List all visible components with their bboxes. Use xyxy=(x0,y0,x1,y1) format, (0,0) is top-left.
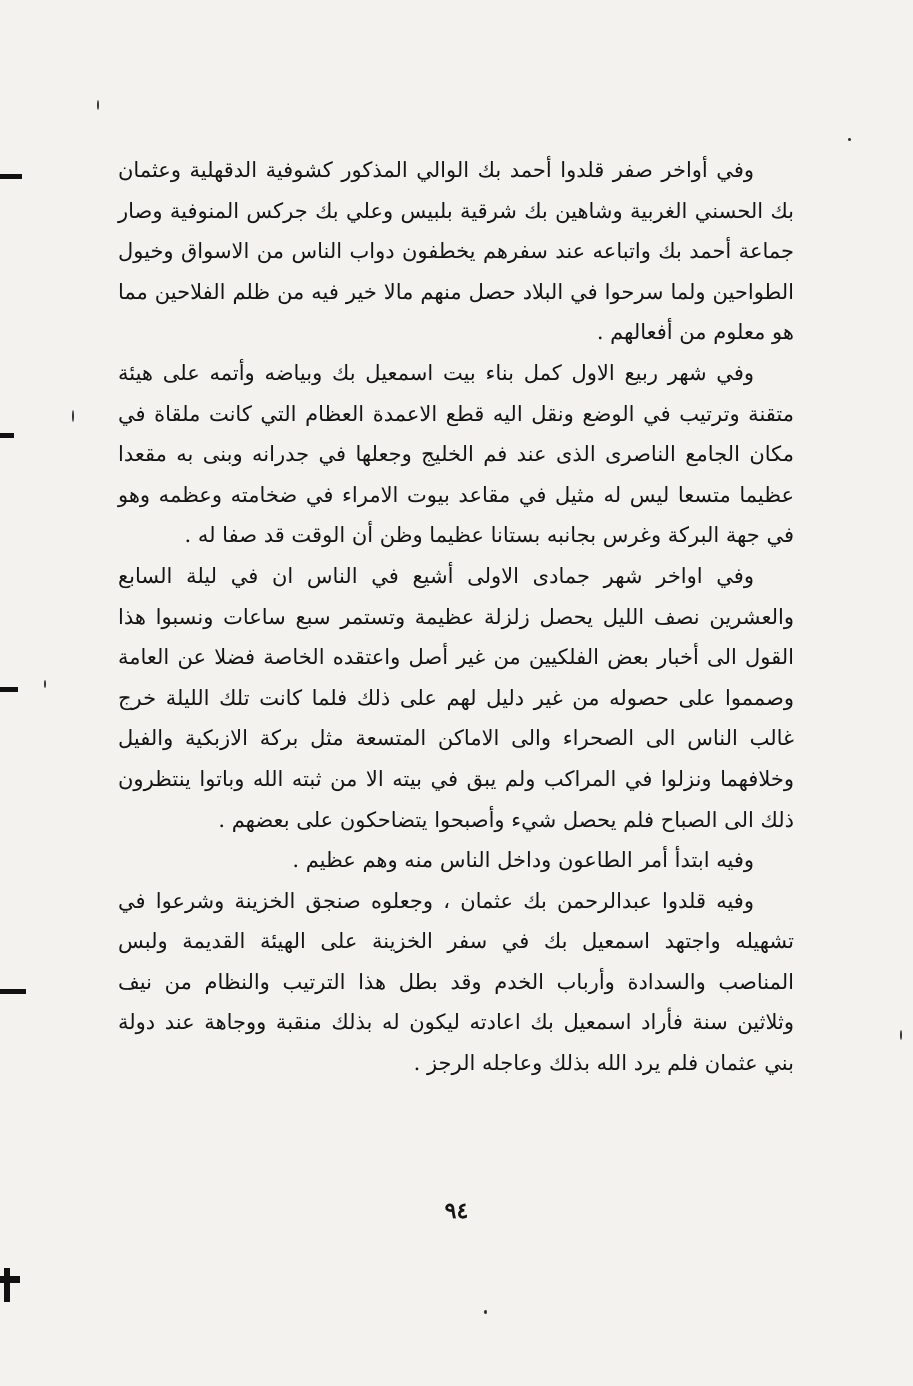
paragraph-3: وفي اواخر شهر جمادى الاولى أشيع في الناس ان في ليلة السابع والعشرين نصف الليل يحصل زلزلة عظيمة وتستمر سبع ساعات ونسبوا هذا القول الى أخبار بعض الفلكيين من غير أصل واعتقده الخاصة فضلا عن العامة وصمموا على حصوله من غير دليل لهم على ذلك فلما كانت تلك الليلة خرج غالب الناس الى الصحراء والى الاماكن المتسعة مثل بركة الازبكية والفيل وخلافهما ونزلوا في المراكب ولم يبق في بيته الا من ثبته الله وباتوا ينتظرون ذلك الى الصباح فلم يحصل شيء وأصبحوا يتضاحكون على بعضهم . xyxy=(118,563,794,832)
page-number: ٩٤ xyxy=(444,1198,469,1224)
scan-margin-mark xyxy=(0,1276,20,1283)
scan-speck xyxy=(484,1310,487,1314)
scan-speck xyxy=(97,100,99,110)
scan-margin-mark xyxy=(0,687,18,692)
scan-margin-mark xyxy=(0,989,26,994)
scan-speck xyxy=(72,410,74,422)
paragraph-2: وفي شهر ربيع الاول كمل بناء بيت اسمعيل بك وبياضه وأتمه على هيئة متقنة وترتيب في الوضع ونقل اليه قطع الاعمدة العظام التي كانت ملقاة في مكان الجامع الناصرى الذى عند فم الخليج وجعلها في جدرانه وبنى به مقعدا عظيما متسعا ليس له مثيل في مقاعد بيوت الامراء في ضخامته وعظمه وهو في جهة البركة وغرس بجانبه بستانا عظيما وظن أن الوقت قد صفا له . xyxy=(118,360,794,548)
scan-margin-mark xyxy=(4,1268,10,1302)
paragraph-4: وفيه ابتدأ أمر الطاعون وداخل الناس منه وهم عظيم . xyxy=(292,848,754,873)
scan-speck xyxy=(848,138,851,141)
scan-margin-mark xyxy=(0,174,22,179)
paragraph-1: وفي أواخر صفر قلدوا أحمد بك الوالي المذكور كشوفية الدقهلية وعثمان بك الحسني الغربية وشاهين بك شرقية بلبيس وعلي بك جركس المنوفية وصار جماعة أحمد بك واتباعه عند سفرهم يخطفون دواب الناس من الاسواق وخيول الطواحين ولما سرحوا في البلاد حصل منهم مالا خير فيه من ظلم الفلاحين مما هو معلوم من أفعالهم . xyxy=(118,158,794,345)
paragraph-5: وفيه قلدوا عبدالرحمن بك عثمان ، وجعلوه صنجق الخزينة وشرعوا في تشهيله واجتهد اسمعيل بك في سفر الخزينة على الهيئة القديمة ولبس المناصب والسدادة وأرباب الخدم وقد بطل هذا الترتيب والنظام من نيف وثلاثين سنة فأراد اسمعيل بك اعادته ليكون له بذلك منقبة ووجاهة عند دولة بني عثمان فلم يرد الله بذلك وعاجله الرجز . xyxy=(118,888,794,1076)
scan-speck xyxy=(44,680,46,688)
body-text xyxy=(118,150,794,1084)
scan-margin-mark xyxy=(0,433,14,438)
scan-speck xyxy=(900,1030,902,1040)
